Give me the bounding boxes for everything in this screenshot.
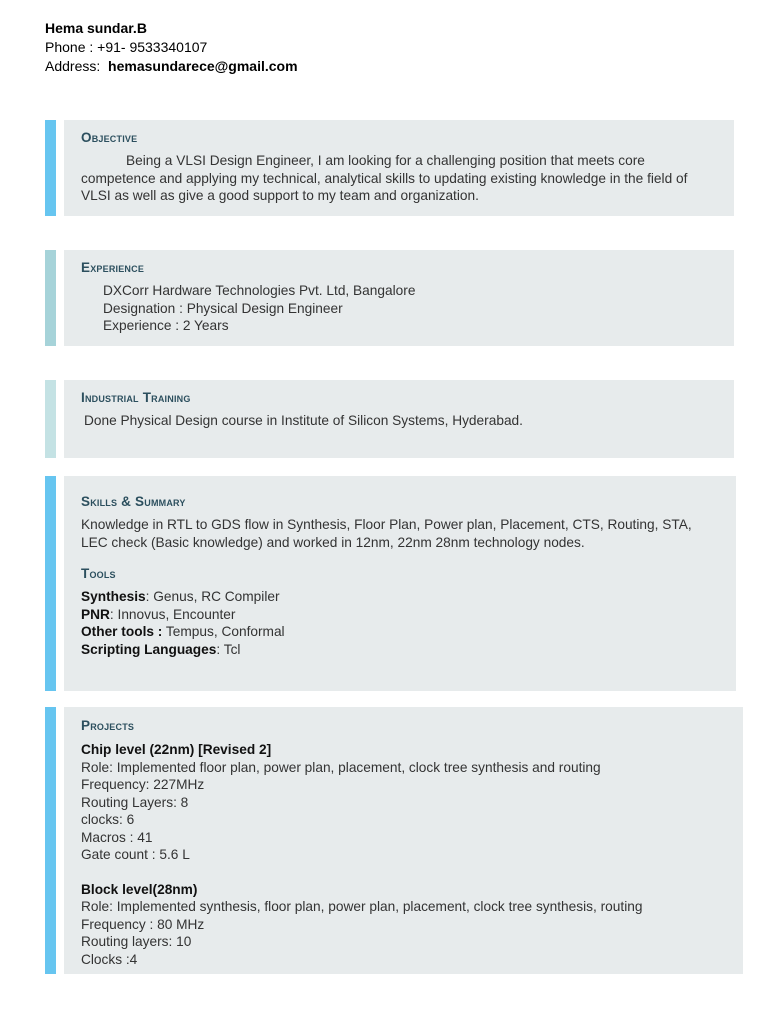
project-line: Routing layers: 10	[81, 934, 192, 949]
project-line: clocks: 6	[81, 812, 135, 827]
tools-title: Tools	[81, 566, 116, 581]
tool-other: Other tools : Tempus, Conformal	[81, 624, 285, 639]
tool-pnr: PNR: Innovus, Encounter	[81, 606, 236, 622]
project-line: Role: Implemented synthesis, floor plan, power plan, placement, clock tree synthesis, routing	[81, 899, 643, 914]
objective-accent-bar	[45, 120, 56, 216]
experience-duration: Experience : 2 Years	[103, 318, 229, 333]
training-section	[64, 380, 734, 458]
address-label: Address:	[45, 58, 101, 74]
objective-section	[64, 120, 734, 216]
email-link[interactable]: hemasundarece@gmail.com	[108, 58, 298, 74]
candidate-name: Hema sundar.B	[45, 20, 147, 36]
training-accent-bar	[45, 380, 56, 458]
objective-text: Being a VLSI Design Engineer, I am looking for a challenging position that meets core competence and applying my technical, analytical skills to updating existing knowledge in the field of VLSI as well as give a good support to my team and organization.	[81, 153, 688, 203]
projects-title: Projects	[81, 718, 135, 733]
experience-section	[64, 250, 734, 346]
project-chip-level	[81, 741, 726, 864]
contact-header	[45, 19, 298, 76]
skills-accent-bar	[45, 476, 56, 691]
project-line: Routing Layers: 8	[81, 794, 189, 810]
training-title: Industrial Training	[81, 390, 191, 405]
phone-line: Phone : +91- 9533340107	[45, 39, 208, 55]
project-heading: Block level(28nm)	[81, 881, 198, 897]
project-line: Frequency : 80 MHz	[81, 916, 205, 932]
project-line: Clocks :4	[81, 951, 138, 967]
training-text: Done Physical Design course in Institute of Silicon Systems, Hyderabad.	[84, 413, 523, 428]
experience-title: Experience	[81, 260, 145, 275]
skills-text: Knowledge in RTL to GDS flow in Synthesis, Floor Plan, Power plan, Placement, CTS, Routing, STA, LEC check (Basic knowledge) and worked in 12nm, 22nm 28nm technology nodes.	[81, 517, 692, 550]
address-line	[45, 57, 298, 76]
projects-accent-bar	[45, 707, 56, 974]
project-block-level	[81, 881, 726, 969]
tool-scripting: Scripting Languages: Tcl	[81, 641, 241, 657]
experience-designation: Designation : Physical Design Engineer	[103, 300, 343, 316]
experience-company: DXCorr Hardware Technologies Pvt. Ltd, Bangalore	[103, 283, 416, 298]
project-line: Macros : 41	[81, 829, 153, 845]
project-heading: Chip level (22nm) [Revised 2]	[81, 742, 272, 757]
project-line: Role: Implemented floor plan, power plan, placement, clock tree synthesis and routing	[81, 759, 601, 775]
project-line: Frequency: 227MHz	[81, 777, 205, 792]
skills-title: Skills & Summary	[81, 494, 186, 509]
project-line: Gate count : 5.6 L	[81, 847, 190, 862]
experience-accent-bar	[45, 250, 56, 346]
skills-section	[64, 476, 736, 691]
projects-section	[64, 707, 743, 974]
tool-synthesis: Synthesis: Genus, RC Compiler	[81, 589, 280, 604]
objective-title: Objective	[81, 130, 138, 145]
